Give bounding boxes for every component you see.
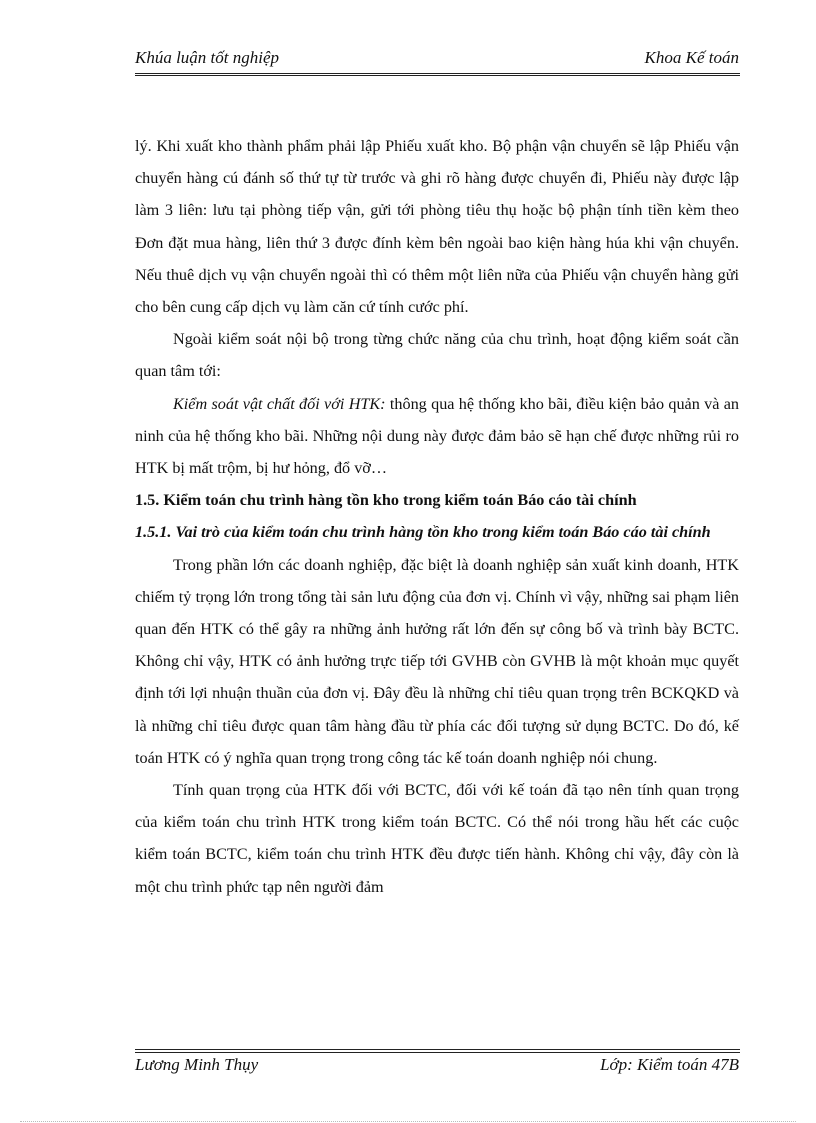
page-body	[135, 130, 739, 903]
paragraph: lý. Khi xuất kho thành phẩm phải lập Phiếu xuất kho. Bộ phận vận chuyển sẽ lập Phiếu vận chuyển hàng cú đánh số thứ tự từ trước và ghi rõ hàng được chuyển đi, Phiếu này được lập làm 3 liên: lưu tại phòng tiếp vận, gửi tới phòng tiêu thụ hoặc bộ phận tính tiền kèm theo Đơn đặt mua hàng, liên thứ 3 được đính kèm bên ngoài bao kiện hàng húa khi vận chuyển. Nếu thuê dịch vụ vận chuyển ngoài thì có thêm một liên nữa của Phiếu vận chuyển hàng gửi cho bên cung cấp dịch vụ làm căn cứ tính cước phí.	[135, 137, 739, 317]
paragraph-text: thông qua hệ thống kho bãi, điều kiện bảo quản và an ninh của hệ thống kho bãi. Những nội dung này được đảm bảo sẽ hạn chế được những rủi ro HTK bị mất trộm, bị hư hỏng, đổ vỡ…	[135, 394, 740, 478]
header-right: Khoa Kế toán	[644, 48, 739, 67]
footer-rule	[135, 1049, 740, 1053]
italic-lead: Kiểm soát vật chất đối với HTK:	[173, 394, 386, 413]
page-edge	[20, 1121, 796, 1122]
page-header	[135, 48, 739, 72]
paragraph: Ngoài kiểm soát nội bộ trong từng chức năng của chu trình, hoạt động kiểm soát cần quan tâm tới:	[135, 330, 739, 381]
footer-right: Lớp: Kiểm toán 47B	[600, 1055, 739, 1074]
paragraph	[135, 388, 739, 485]
paragraph: Tính quan trọng của HTK đối với BCTC, đối với kế toán đã tạo nên tính quan trọng của kiểm toán chu trình HTK trong kiểm toán BCTC. Có thể nói trong hầu hết các cuộc kiểm toán BCTC, kiểm toán chu trình HTK đều được tiến hành. Không chỉ vậy, đây còn là một chu trình phức tạp nên người đảm	[135, 781, 739, 896]
footer-left: Lương Minh Thụy	[135, 1055, 259, 1074]
subsection-heading: 1.5.1. Vai trò của kiểm toán chu trình hàng tồn kho trong kiểm toán Báo cáo tài chính	[135, 523, 711, 542]
header-left: Khúa luận tốt nghiệp	[135, 48, 280, 67]
paragraph: Trong phần lớn các doanh nghiệp, đặc biệt là doanh nghiệp sản xuất kinh doanh, HTK chiếm tỷ trọng lớn trong tổng tài sản lưu động của đơn vị. Chính vì vậy, những sai phạm liên quan đến HTK có thể gây ra những ảnh hưởng rất lớn đến sự công bố và trình bày BCTC. Không chỉ vậy, HTK có ảnh hưởng trực tiếp tới GVHB còn GVHB là một khoản mục quyết định tới lợi nhuận thuần của đơn vị. Đây đều là những chỉ tiêu quan trọng trên BCKQKD và là những chỉ tiêu được quan tâm hàng đầu từ phía các đối tượng sử dụng BCTC. Do đó, kế toán HTK có ý nghĩa quan trọng trong công tác kế toán doanh nghiệp nói chung.	[135, 555, 739, 767]
header-rule	[135, 73, 740, 76]
section-heading: 1.5. Kiểm toán chu trình hàng tồn kho trong kiểm toán Báo cáo tài chính	[135, 491, 637, 510]
